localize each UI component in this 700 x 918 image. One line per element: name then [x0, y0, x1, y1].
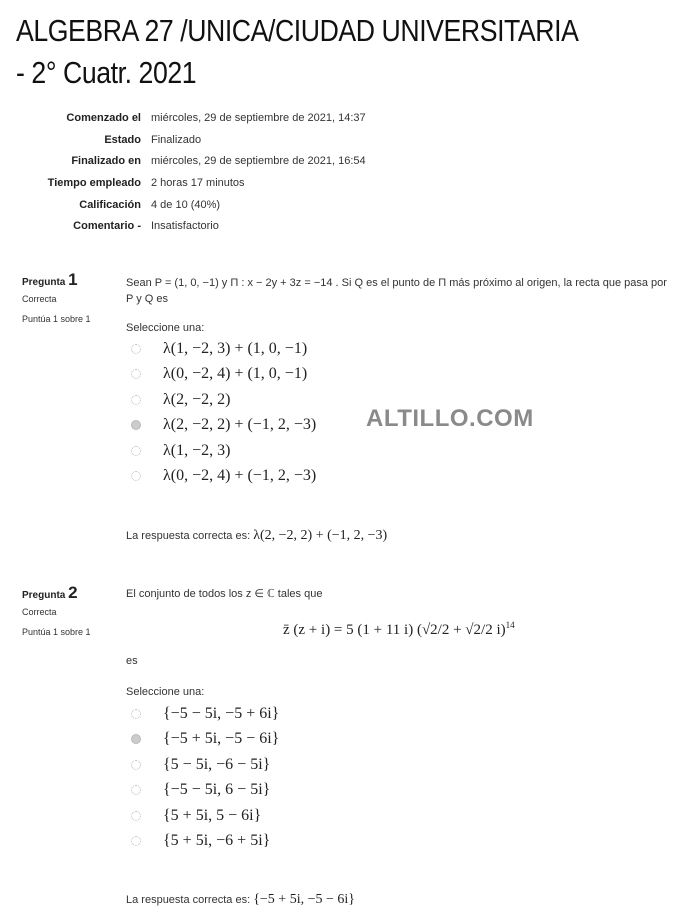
radio-button[interactable]	[131, 395, 141, 405]
option-label: {−5 − 5i, −5 + 6i}	[163, 705, 280, 722]
question-1-info	[22, 270, 91, 324]
answer-option[interactable]	[131, 337, 307, 361]
question-number: Pregunta 2	[22, 583, 78, 602]
watermark: ALTILLO.COM	[366, 405, 534, 432]
question-2-text-end: es	[126, 655, 138, 667]
answer-option[interactable]	[131, 829, 270, 853]
radio-button[interactable]	[131, 811, 141, 821]
option-label: {−5 − 5i, 6 − 5i}	[163, 781, 271, 799]
option-label: {5 + 5i, −6 + 5i}	[163, 832, 271, 849]
radio-button[interactable]	[131, 709, 141, 719]
select-prompt: Seleccione una:	[126, 686, 205, 698]
summary-value: 2 horas 17 minutos	[151, 177, 245, 189]
option-label: λ(0, −2, 4) + (−1, 2, −3)	[163, 467, 317, 484]
option-label: λ(2, −2, 2)	[163, 390, 231, 408]
option-label: {5 − 5i, −6 − 5i}	[163, 755, 271, 773]
option-label: λ(0, −2, 4) + (1, 0, −1)	[163, 365, 308, 383]
answer-option[interactable]	[131, 464, 316, 488]
summary-value: miércoles, 29 de septiembre de 2021, 16:54	[151, 155, 366, 167]
question-2-formula: z̄ (z + i) = 5 (1 + 11 i) (√2/2 + √2/2 i)$^{14}$	[283, 620, 515, 638]
summary-label: Finalizado en	[71, 155, 141, 167]
radio-button[interactable]	[131, 344, 141, 354]
question-score: Puntúa 1 sobre 1	[22, 314, 91, 324]
summary-label: Estado	[104, 134, 141, 146]
select-prompt: Seleccione una:	[126, 322, 205, 334]
option-label: {−5 + 5i, −5 − 6i}	[163, 730, 280, 748]
page-title: ALGEBRA 27 /UNICA/CIUDAD UNIVERSITARIA - 2° Cuatr. 2021	[16, 13, 577, 90]
summary-label: Tiempo empleado	[47, 177, 141, 189]
radio-button[interactable]	[131, 446, 141, 456]
question-score: Puntúa 1 sobre 1	[22, 627, 91, 637]
question-2-info	[22, 583, 91, 637]
radio-button[interactable]	[131, 836, 141, 846]
correct-answer: La respuesta correcta es: {−5 + 5i, −5 − 6i}	[126, 892, 355, 907]
answer-option[interactable]	[131, 753, 270, 777]
question-2-text: El conjunto de todos los z ∈ ℂ tales que	[126, 588, 323, 600]
radio-button[interactable]	[131, 785, 141, 795]
question-number: Pregunta 1	[22, 270, 78, 289]
summary-label: Comentario -	[73, 220, 141, 232]
option-label: {5 + 5i, 5 − 6i}	[163, 806, 262, 824]
answer-option[interactable]	[131, 804, 261, 828]
summary-value: Insatisfactorio	[151, 220, 219, 232]
option-label: λ(1, −2, 3)	[163, 441, 231, 459]
summary-value: Finalizado	[151, 134, 202, 146]
answer-option[interactable]	[131, 702, 279, 726]
question-status: Correcta	[22, 607, 57, 617]
option-label: λ(1, −2, 3) + (1, 0, −1)	[163, 340, 308, 357]
summary-value: 4 de 10 (40%)	[151, 199, 221, 211]
answer-option[interactable]	[131, 439, 230, 463]
answer-option[interactable]	[131, 727, 279, 751]
answer-option[interactable]	[131, 778, 270, 802]
summary-value: miércoles, 29 de septiembre de 2021, 14:37	[151, 112, 366, 124]
option-label: λ(2, −2, 2) + (−1, 2, −3)	[163, 416, 317, 434]
radio-button[interactable]	[131, 734, 141, 744]
correct-answer: La respuesta correcta es: λ(2, −2, 2) + (−1, 2, −3)	[126, 528, 388, 543]
question-status: Correcta	[22, 294, 57, 304]
answer-option[interactable]	[131, 413, 316, 437]
radio-button[interactable]	[131, 420, 141, 430]
radio-button[interactable]	[131, 471, 141, 481]
question-1-text: Sean P = (1, 0, −1) y Π : x − 2y + 3z = −14 . Si Q es el punto de Π más próximo al origen, la recta que pasa por P y Q es	[126, 277, 667, 305]
answer-option[interactable]	[131, 362, 307, 386]
radio-button[interactable]	[131, 369, 141, 379]
summary-label: Calificación	[79, 199, 141, 211]
radio-button[interactable]	[131, 760, 141, 770]
answer-option[interactable]	[131, 388, 230, 412]
summary-label: Comenzado el	[66, 112, 141, 124]
